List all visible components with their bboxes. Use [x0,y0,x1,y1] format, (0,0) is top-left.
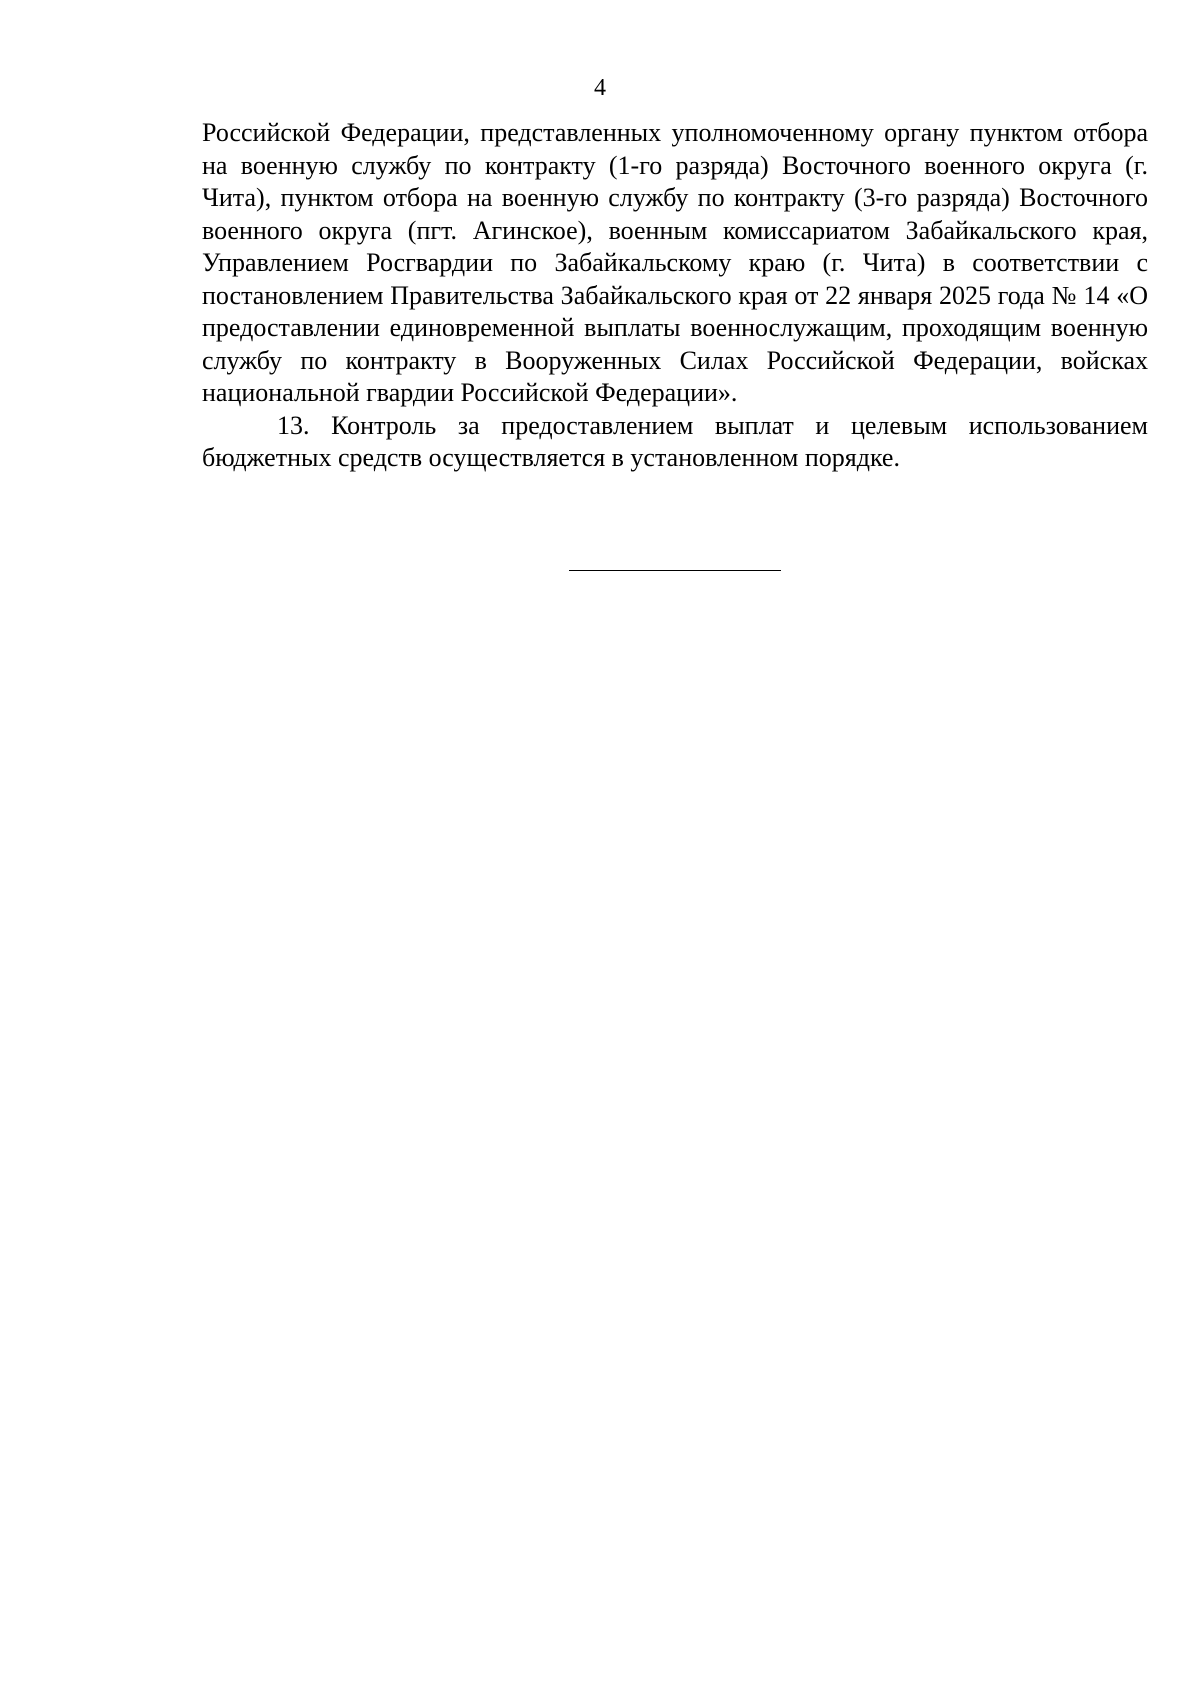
page-number: 4 [594,75,606,101]
paragraph-continuation: Российской Федерации, представленных уполномоченному органу пунктом отбора на военную службу по контракту (1-го разряда) Восточного военного округа (г. Чита), пунктом отбора на военную службу по контракту (3-го разряда) Восточного военного округа (пгт. Агинское), военным комиссариатом Забайкальского края, Управлением Росгвардии по Забайкальскому краю (г. Чита) в соответствии с постановлением Правительства Забайкальского края от 22 января 2025 года № 14 «О предоставлении единовременной выплаты военнослужащим, проходящим военную службу по контракту в Вооруженных Силах Российской Федерации, войсках национальной гвардии Российской Федерации». [202,118,1148,407]
document-body [202,117,1148,475]
end-separator-line [569,570,781,571]
paragraph-item-13: 13. Контроль за предоставлением выплат и целевым использованием бюджетных средств осуществляется в установленном порядке. [202,410,1148,472]
